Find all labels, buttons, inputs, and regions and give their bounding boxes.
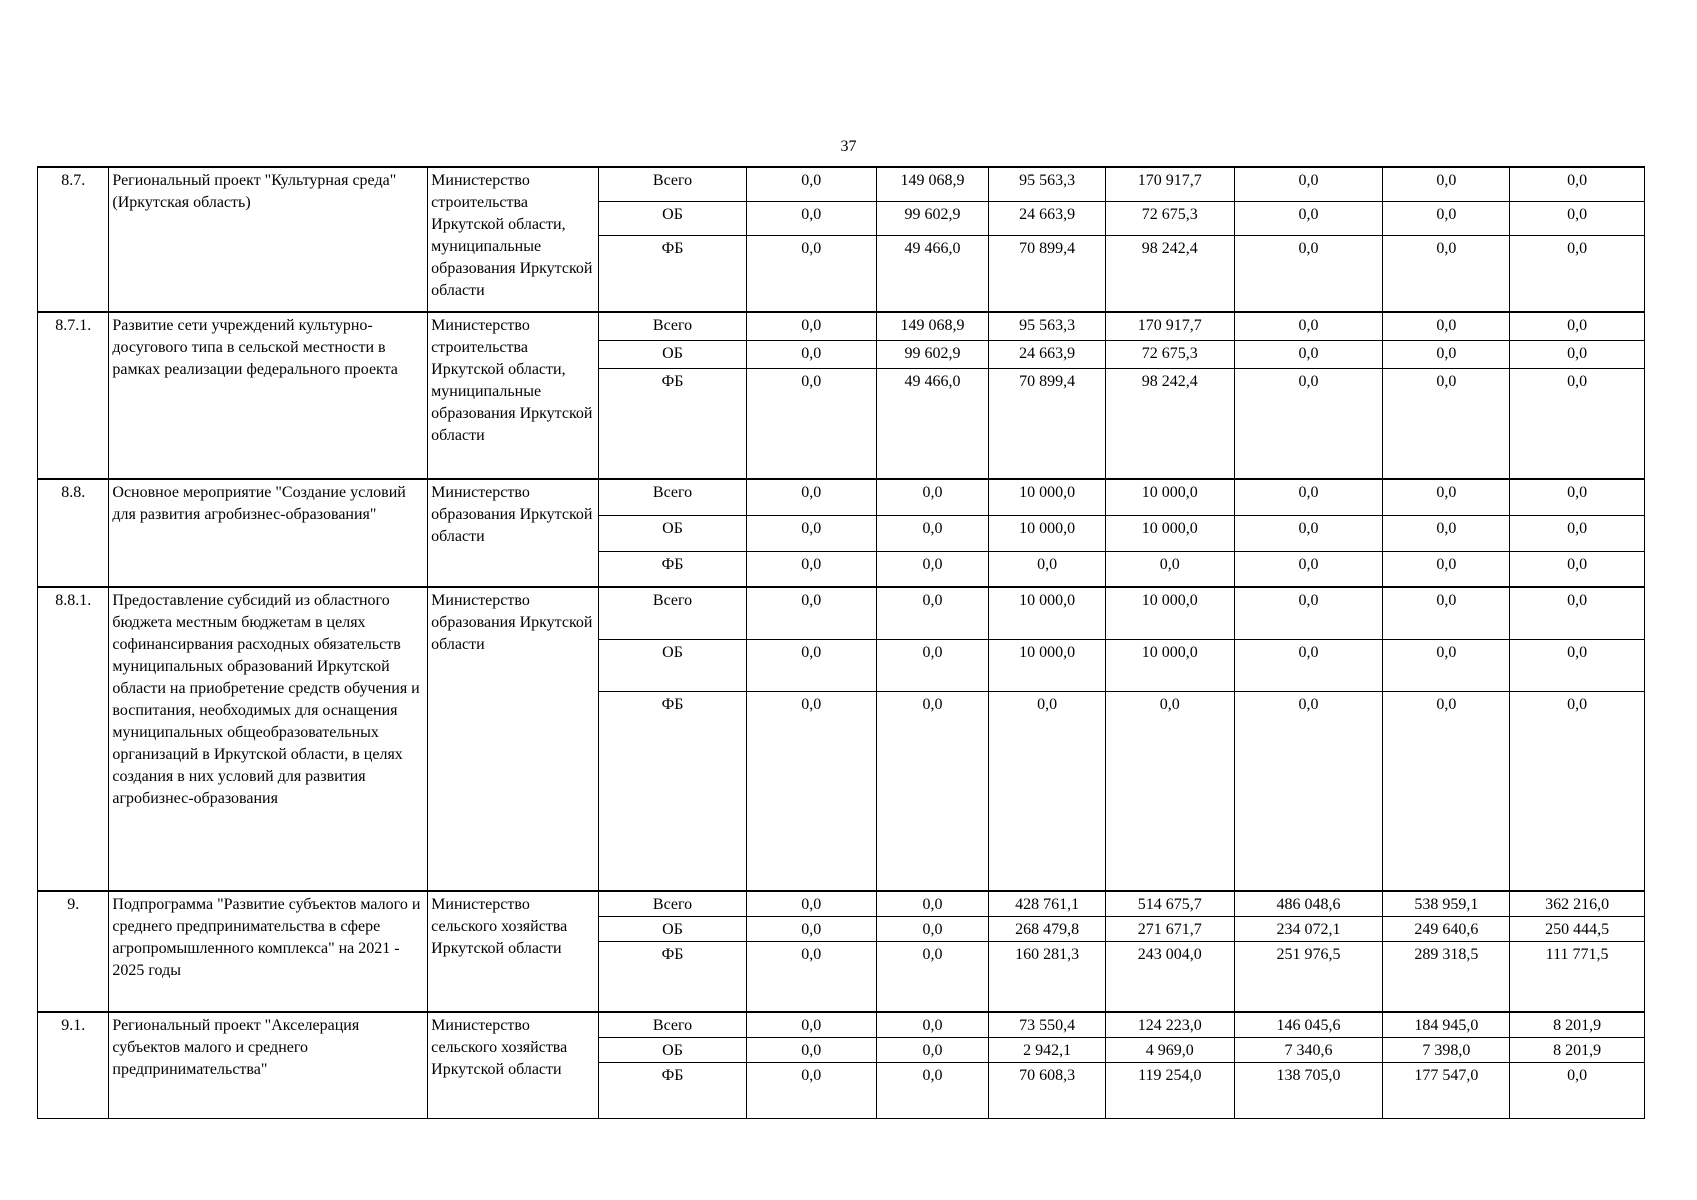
table-body — [38, 167, 1645, 1118]
amount-cell: 0,0 — [746, 1012, 876, 1038]
amount-cell: 0,0 — [1383, 551, 1510, 587]
amount-cell: 514 675,7 — [1105, 891, 1234, 917]
amount-cell: 70 899,4 — [989, 235, 1106, 312]
amount-cell: 0,0 — [1510, 201, 1645, 235]
amount-cell: 0,0 — [1510, 340, 1645, 368]
amount-cell: 0,0 — [1234, 340, 1383, 368]
amount-cell: 10 000,0 — [989, 587, 1106, 639]
amount-cell: 0,0 — [876, 942, 989, 1012]
amount-cell: 0,0 — [746, 368, 876, 479]
amount-cell: 49 466,0 — [876, 235, 989, 312]
amount-cell: 0,0 — [1510, 551, 1645, 587]
amount-cell: 0,0 — [746, 235, 876, 312]
amount-cell: 0,0 — [1234, 691, 1383, 891]
table-row — [38, 891, 1645, 917]
amount-cell: 98 242,4 — [1105, 235, 1234, 312]
amount-cell: 119 254,0 — [1105, 1062, 1234, 1118]
amount-cell: 170 917,7 — [1105, 312, 1234, 340]
amount-cell: 289 318,5 — [1383, 942, 1510, 1012]
amount-cell: 10 000,0 — [1105, 587, 1234, 639]
amount-cell: 10 000,0 — [1105, 639, 1234, 691]
amount-cell: 0,0 — [746, 479, 876, 515]
amount-cell: 251 976,5 — [1234, 942, 1383, 1012]
amount-cell: 0,0 — [876, 891, 989, 917]
amount-cell: 0,0 — [876, 587, 989, 639]
amount-cell: 0,0 — [876, 639, 989, 691]
amount-cell: 0,0 — [1510, 235, 1645, 312]
amount-cell: 0,0 — [1510, 167, 1645, 201]
table-row — [38, 1012, 1645, 1038]
amount-cell: 10 000,0 — [989, 639, 1106, 691]
funding-source: Всего — [599, 587, 747, 639]
amount-cell: 0,0 — [876, 479, 989, 515]
amount-cell: 8 201,9 — [1510, 1037, 1645, 1062]
item-number: 9.1. — [38, 1012, 109, 1119]
amount-cell: 0,0 — [1383, 312, 1510, 340]
amount-cell: 0,0 — [746, 312, 876, 340]
amount-cell: 124 223,0 — [1105, 1012, 1234, 1038]
amount-cell: 10 000,0 — [989, 515, 1106, 551]
responsible-executor: Министерство образования Иркутской области — [428, 479, 599, 587]
amount-cell: 0,0 — [1105, 551, 1234, 587]
amount-cell: 99 602,9 — [876, 340, 989, 368]
amount-cell: 0,0 — [1234, 201, 1383, 235]
funding-source: ОБ — [599, 340, 747, 368]
amount-cell: 0,0 — [746, 340, 876, 368]
amount-cell: 0,0 — [1234, 235, 1383, 312]
table-row — [38, 167, 1645, 201]
amount-cell: 146 045,6 — [1234, 1012, 1383, 1038]
amount-cell: 0,0 — [746, 167, 876, 201]
amount-cell: 0,0 — [1234, 167, 1383, 201]
amount-cell: 0,0 — [1383, 340, 1510, 368]
item-number: 9. — [38, 891, 109, 1012]
amount-cell: 0,0 — [1510, 1062, 1645, 1118]
amount-cell: 149 068,9 — [876, 312, 989, 340]
amount-cell: 486 048,6 — [1234, 891, 1383, 917]
amount-cell: 72 675,3 — [1105, 201, 1234, 235]
item-name: Основное мероприятие "Создание условий для развития агробизнес-образования" — [109, 479, 428, 587]
amount-cell: 138 705,0 — [1234, 1062, 1383, 1118]
amount-cell: 0,0 — [1383, 479, 1510, 515]
amount-cell: 0,0 — [1234, 312, 1383, 340]
amount-cell: 0,0 — [1510, 312, 1645, 340]
amount-cell: 49 466,0 — [876, 368, 989, 479]
amount-cell: 95 563,3 — [989, 167, 1106, 201]
responsible-executor: Министерство строительства Иркутской области, муниципальные образования Иркутской области — [428, 312, 599, 479]
item-number: 8.8.1. — [38, 587, 109, 891]
amount-cell: 0,0 — [1234, 639, 1383, 691]
funding-source: ОБ — [599, 201, 747, 235]
amount-cell: 7 398,0 — [1383, 1037, 1510, 1062]
amount-cell: 98 242,4 — [1105, 368, 1234, 479]
amount-cell: 70 608,3 — [989, 1062, 1106, 1118]
amount-cell: 0,0 — [1383, 368, 1510, 479]
amount-cell: 0,0 — [1105, 691, 1234, 891]
amount-cell: 0,0 — [876, 551, 989, 587]
funding-source: ФБ — [599, 1062, 747, 1118]
amount-cell: 0,0 — [1234, 479, 1383, 515]
amount-cell: 177 547,0 — [1383, 1062, 1510, 1118]
amount-cell: 250 444,5 — [1510, 917, 1645, 942]
amount-cell: 0,0 — [876, 917, 989, 942]
amount-cell: 0,0 — [1383, 235, 1510, 312]
amount-cell: 249 640,6 — [1383, 917, 1510, 942]
amount-cell: 0,0 — [876, 515, 989, 551]
page-number: 37 — [840, 138, 857, 155]
table-row — [38, 479, 1645, 515]
amount-cell: 0,0 — [1510, 515, 1645, 551]
amount-cell: 538 959,1 — [1383, 891, 1510, 917]
amount-cell: 0,0 — [1383, 201, 1510, 235]
funding-source: ФБ — [599, 691, 747, 891]
amount-cell: 10 000,0 — [1105, 479, 1234, 515]
amount-cell: 0,0 — [1510, 479, 1645, 515]
amount-cell: 8 201,9 — [1510, 1012, 1645, 1038]
item-name: Подпрограмма "Развитие субъектов малого и среднего предпринимательства в сфере агропромышленного комплекса" на 2021 - 2025 годы — [109, 891, 428, 1012]
amount-cell: 362 216,0 — [1510, 891, 1645, 917]
amount-cell: 0,0 — [746, 551, 876, 587]
amount-cell: 0,0 — [746, 1037, 876, 1062]
amount-cell: 0,0 — [746, 587, 876, 639]
responsible-executor: Министерство строительства Иркутской области, муниципальные образования Иркутской области — [428, 167, 599, 312]
amount-cell: 24 663,9 — [989, 201, 1106, 235]
funding-source: Всего — [599, 891, 747, 917]
funding-source: ОБ — [599, 515, 747, 551]
amount-cell: 95 563,3 — [989, 312, 1106, 340]
amount-cell: 111 771,5 — [1510, 942, 1645, 1012]
amount-cell: 0,0 — [1234, 587, 1383, 639]
responsible-executor: Министерство сельского хозяйства Иркутской области — [428, 1012, 599, 1119]
item-name: Региональный проект "Акселерация субъектов малого и среднего предпринимательства" — [109, 1012, 428, 1119]
amount-cell: 160 281,3 — [989, 942, 1106, 1012]
responsible-executor: Министерство образования Иркутской области — [428, 587, 599, 891]
amount-cell: 0,0 — [1510, 691, 1645, 891]
amount-cell: 0,0 — [1383, 691, 1510, 891]
funding-source: ОБ — [599, 1037, 747, 1062]
amount-cell: 0,0 — [876, 1062, 989, 1118]
amount-cell: 0,0 — [1383, 639, 1510, 691]
amount-cell: 234 072,1 — [1234, 917, 1383, 942]
amount-cell: 0,0 — [989, 691, 1106, 891]
amount-cell: 268 479,8 — [989, 917, 1106, 942]
funding-source: ФБ — [599, 368, 747, 479]
amount-cell: 0,0 — [876, 691, 989, 891]
amount-cell: 10 000,0 — [1105, 515, 1234, 551]
amount-cell: 7 340,6 — [1234, 1037, 1383, 1062]
amount-cell: 10 000,0 — [989, 479, 1106, 515]
amount-cell: 0,0 — [746, 691, 876, 891]
amount-cell: 271 671,7 — [1105, 917, 1234, 942]
amount-cell: 0,0 — [746, 942, 876, 1012]
funding-source: Всего — [599, 167, 747, 201]
amount-cell: 2 942,1 — [989, 1037, 1106, 1062]
amount-cell: 0,0 — [746, 1062, 876, 1118]
amount-cell: 72 675,3 — [1105, 340, 1234, 368]
funding-source: Всего — [599, 479, 747, 515]
amount-cell: 0,0 — [1383, 515, 1510, 551]
amount-cell: 73 550,4 — [989, 1012, 1106, 1038]
item-number: 8.7. — [38, 167, 109, 312]
item-number: 8.7.1. — [38, 312, 109, 479]
amount-cell: 0,0 — [746, 639, 876, 691]
item-number: 8.8. — [38, 479, 109, 587]
amount-cell: 0,0 — [1234, 551, 1383, 587]
table-row — [38, 312, 1645, 340]
amount-cell: 0,0 — [746, 891, 876, 917]
amount-cell: 0,0 — [1234, 515, 1383, 551]
amount-cell: 0,0 — [1510, 368, 1645, 479]
amount-cell: 184 945,0 — [1383, 1012, 1510, 1038]
amount-cell: 428 761,1 — [989, 891, 1106, 917]
funding-source: Всего — [599, 1012, 747, 1038]
amount-cell: 0,0 — [1510, 587, 1645, 639]
amount-cell: 170 917,7 — [1105, 167, 1234, 201]
amount-cell: 243 004,0 — [1105, 942, 1234, 1012]
funding-source: ФБ — [599, 942, 747, 1012]
funding-source: Всего — [599, 312, 747, 340]
amount-cell: 0,0 — [1234, 368, 1383, 479]
funding-source: ФБ — [599, 235, 747, 312]
budget-table — [37, 166, 1645, 1119]
amount-cell: 149 068,9 — [876, 167, 989, 201]
table-row — [38, 587, 1645, 639]
funding-source: ФБ — [599, 551, 747, 587]
amount-cell: 0,0 — [746, 917, 876, 942]
amount-cell: 24 663,9 — [989, 340, 1106, 368]
funding-source: ОБ — [599, 917, 747, 942]
amount-cell: 70 899,4 — [989, 368, 1106, 479]
item-name: Предоставление субсидий из областного бюджета местным бюджетам в целях софинансирвания расходных обязательств муниципальных образований Иркутской области на приобретение средств обучения и воспитания, необходимых для оснащения муниципальных общеобразовательных организаций в Иркутской области, в целях создания в них условий для развития агробизнес-образования — [109, 587, 428, 891]
amount-cell: 0,0 — [1383, 167, 1510, 201]
amount-cell: 0,0 — [746, 515, 876, 551]
amount-cell: 0,0 — [1510, 639, 1645, 691]
amount-cell: 0,0 — [876, 1037, 989, 1062]
amount-cell: 0,0 — [746, 201, 876, 235]
amount-cell: 99 602,9 — [876, 201, 989, 235]
responsible-executor: Министерство сельского хозяйства Иркутской области — [428, 891, 599, 1012]
item-name: Региональный проект "Культурная среда" (Иркутская область) — [109, 167, 428, 312]
amount-cell: 0,0 — [1383, 587, 1510, 639]
item-name: Развитие сети учреждений культурно-досугового типа в сельской местности в рамках реализации федерального проекта — [109, 312, 428, 479]
amount-cell: 0,0 — [876, 1012, 989, 1038]
amount-cell: 4 969,0 — [1105, 1037, 1234, 1062]
amount-cell: 0,0 — [989, 551, 1106, 587]
funding-source: ОБ — [599, 639, 747, 691]
